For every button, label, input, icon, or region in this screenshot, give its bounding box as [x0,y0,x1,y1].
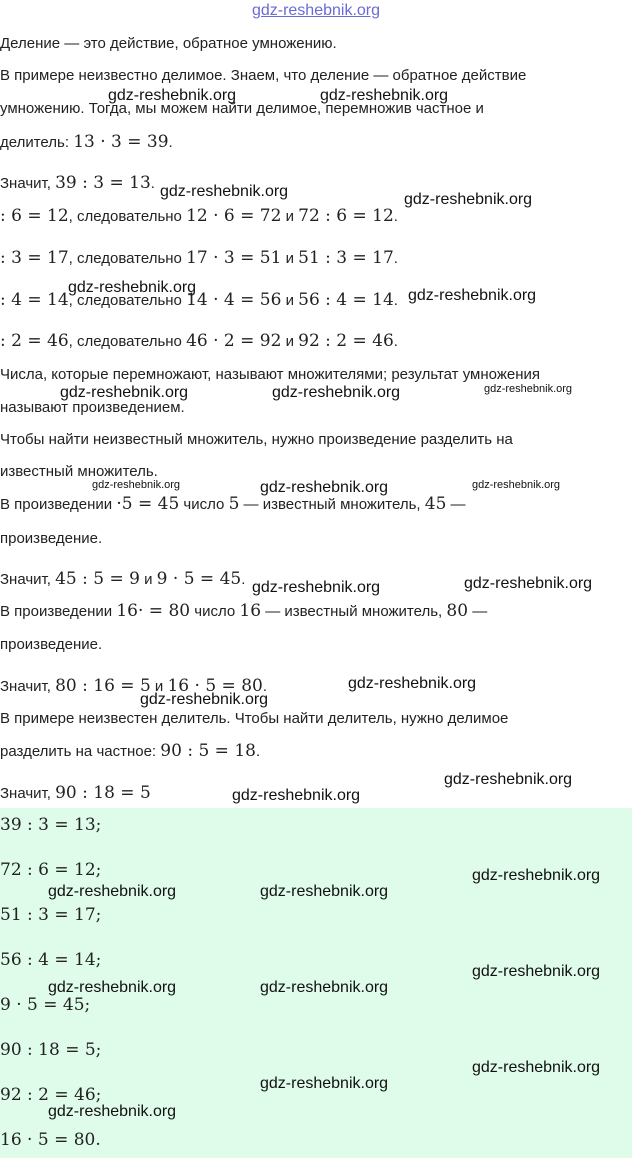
math-expression: 45 [424,494,447,514]
watermark-text: gdz-reshebnik.org [260,1075,389,1092]
text-fragment: , следовательно [68,250,187,267]
math-expression: 12 · 6 = 72 [186,206,282,226]
text-fragment: Деление — это действие, обратное умножению. [0,35,337,52]
text-fragment: Значит, [0,678,56,695]
text-line [0,569,245,590]
math-expression: 90 : 18 = 5 [55,783,151,803]
text-line [0,132,173,153]
math-expression: 51 : 3 = 17 [298,248,394,268]
text-line [0,66,526,86]
math-expression: : 4 = 14 [0,290,69,310]
text-fragment: . [393,292,398,309]
answer-line: 51 : 3 = 17; [0,905,102,925]
text-line [0,34,337,54]
math-expression: 16 [239,601,262,621]
watermark-text: gdz-reshebnik.org [160,183,289,200]
text-fragment: Чтобы найти неизвестный множитель, нужно произведение разделить на [0,431,513,448]
watermark-text: gdz-reshebnik.org [484,383,573,395]
text-fragment: и [139,571,157,588]
text-fragment: — известный множитель, [239,496,425,513]
math-expression: 16 · 5 = 80 [167,676,263,696]
text-line [0,529,102,549]
watermark-text: gdz-reshebnik.org [320,87,449,104]
math-expression: 72 : 6 = 12 [298,206,394,226]
answer-line: 9 · 5 = 45; [0,995,91,1015]
text-fragment: — [446,496,466,513]
text-line [0,709,508,729]
answer-line: 92 : 2 = 46; [0,1085,102,1105]
text-fragment: Значит, [0,785,56,802]
text-fragment: делитель: [0,134,74,151]
text-fragment: разделить на частное: [0,743,161,760]
math-expression: : 6 = 12 [0,206,69,226]
answer-line: 72 : 6 = 12; [0,860,102,880]
watermark-text: gdz-reshebnik.org [60,384,189,401]
text-fragment: . [393,333,398,350]
watermark-text: gdz-reshebnik.org [232,787,361,804]
watermark-text: gdz-reshebnik.org [260,883,389,900]
watermark-text: gdz-reshebnik.org [472,867,601,884]
watermark-text: gdz-reshebnik.org [260,479,389,496]
math-expression: 92 : 2 = 46 [298,331,394,351]
watermark-text: gdz-reshebnik.org [464,575,593,592]
answer-line: 39 : 3 = 13; [0,815,102,835]
watermark-text: gdz-reshebnik.org [472,963,601,980]
text-fragment: и [150,678,168,695]
text-line [0,635,102,655]
text-line [0,206,398,227]
text-fragment: называют произведением. [0,399,185,416]
text-fragment: число [190,603,240,620]
math-expression: 80 : 16 = 5 [55,676,151,696]
text-fragment: . [393,208,398,225]
text-line [0,783,151,804]
text-line [0,290,398,311]
watermark-text: gdz-reshebnik.org [252,579,381,596]
math-expression: 39 : 3 = 13 [55,173,151,193]
text-fragment: , следовательно [68,292,187,309]
math-expression: : 2 = 46 [0,331,69,351]
text-fragment: . [150,175,155,192]
watermark-text: gdz-reshebnik.org [272,384,401,401]
text-fragment: , следовательно [68,208,187,225]
math-expression: : 3 = 17 [0,248,69,268]
math-expression: 80 [446,601,469,621]
math-expression: 46 · 2 = 92 [186,331,282,351]
text-fragment: — [468,603,488,620]
watermark-text: gdz-reshebnik.org [92,479,181,491]
text-fragment: Значит, [0,175,56,192]
text-fragment: Значит, [0,571,56,588]
text-fragment: Числа, которые перемножают, называют множителями; результат умножения [0,366,540,383]
text-fragment: известный множитель. [0,463,158,480]
text-line [0,365,540,385]
math-expression: 90 : 5 = 18 [160,741,256,761]
text-line [0,248,398,269]
math-expression: 13 · 3 = 39 [73,132,169,152]
watermark-text: gdz-reshebnik.org [260,979,389,996]
text-fragment: и [281,292,299,309]
text-fragment: . [393,250,398,267]
watermark-text: gdz-reshebnik.org [404,191,533,208]
text-fragment: . [262,678,267,695]
site-header-link[interactable]: gdz-reshebnik.org [251,2,381,19]
text-line [0,601,487,622]
math-expression: 5 [228,494,240,514]
text-fragment: и [281,333,299,350]
watermark-text: gdz-reshebnik.org [48,1103,177,1120]
text-fragment: . [255,743,261,760]
text-fragment: произведение. [0,530,103,547]
watermark-text: gdz-reshebnik.org [472,479,561,491]
text-line [0,331,398,352]
watermark-text: gdz-reshebnik.org [408,287,537,304]
text-fragment: и [281,208,299,225]
watermark-text: gdz-reshebnik.org [140,691,269,708]
watermark-text: gdz-reshebnik.org [68,279,197,296]
watermark-text: gdz-reshebnik.org [348,675,477,692]
text-line [0,430,513,450]
text-line [0,173,155,194]
watermark-text: gdz-reshebnik.org [444,771,573,788]
text-fragment: . [241,571,246,588]
text-line [0,741,260,762]
math-expression: ·5 = 45 [116,494,180,514]
math-expression: 17 · 3 = 51 [186,248,282,268]
answer-line: 56 : 4 = 14; [0,950,102,970]
text-fragment: , следовательно [68,333,187,350]
text-line [0,494,466,515]
watermark-text: gdz-reshebnik.org [48,883,177,900]
text-fragment: . [168,134,173,151]
text-fragment: произведение. [0,636,103,653]
math-expression: 14 · 4 = 56 [186,290,282,310]
math-expression: 9 · 5 = 45 [156,569,242,589]
text-fragment: В примере неизвестно делимое. Знаем, что деление — обратное действие [0,67,527,84]
watermark-text: gdz-reshebnik.org [48,979,177,996]
text-fragment: В примере неизвестен делитель. Чтобы найти делитель, нужно делимое [0,710,509,727]
watermark-text: gdz-reshebnik.org [472,1059,601,1076]
text-fragment: — известный множитель, [261,603,447,620]
math-expression: 56 : 4 = 14 [298,290,394,310]
text-fragment: и [281,250,299,267]
text-fragment: В произведении [0,496,117,513]
answer-line: 16 · 5 = 80. [0,1130,101,1150]
math-expression: 16· = 80 [116,601,191,621]
text-fragment: число [179,496,229,513]
watermark-text: gdz-reshebnik.org [108,87,237,104]
text-fragment: В произведении [0,603,117,620]
answer-line: 90 : 18 = 5; [0,1040,102,1060]
math-expression: 45 : 5 = 9 [55,569,140,589]
text-fragment: умножению. Тогда, мы можем найти делимое, перемножив частное и [0,100,484,117]
